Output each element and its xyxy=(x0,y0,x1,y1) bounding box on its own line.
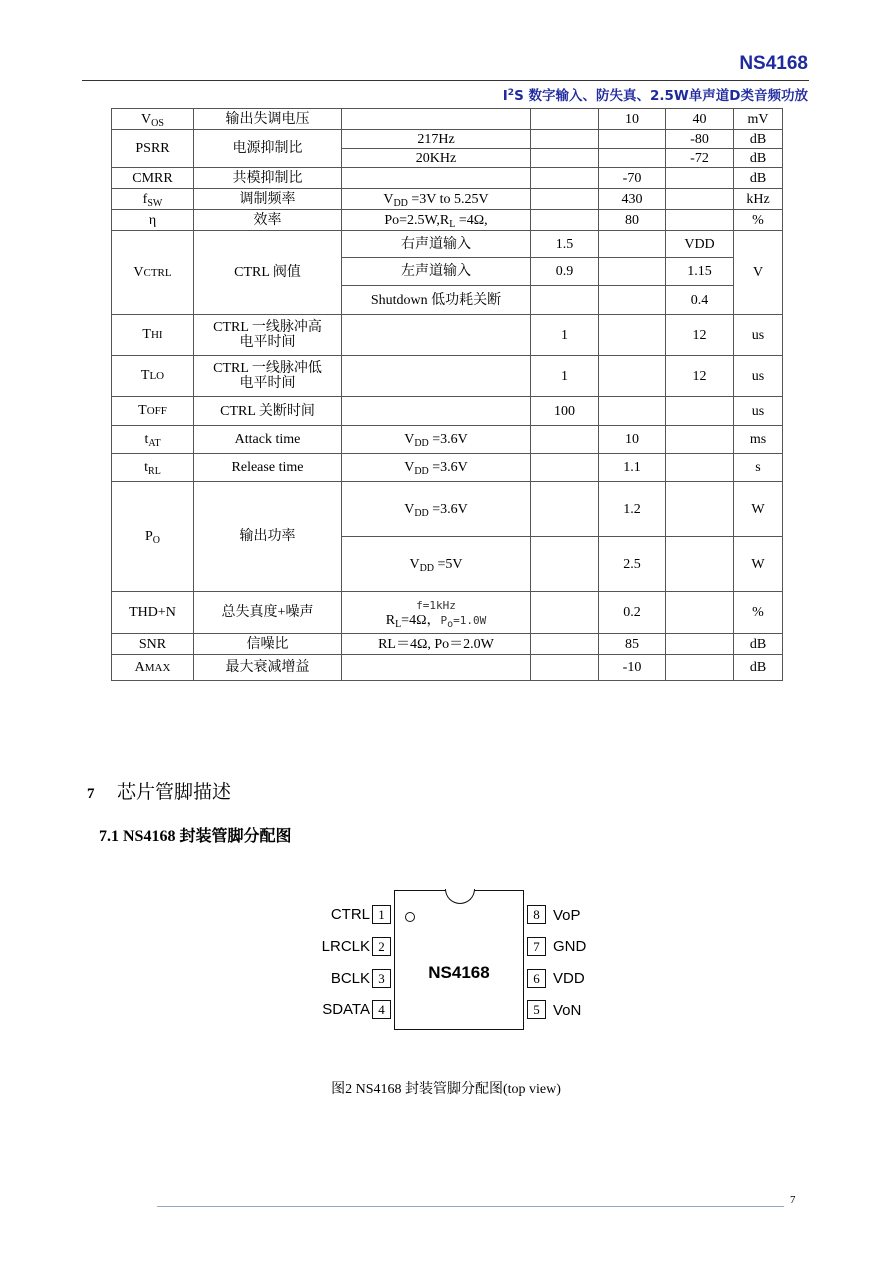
doc-subtitle: $I^2S$ 数字输入、防失真、2.5W单声道D类音频功放 xyxy=(502,88,808,104)
table-row: $V_{OS}$ 输出失调电压 10 40 mV xyxy=(112,109,783,130)
table-row: 左声道输入 0.9 1.15 xyxy=(112,258,783,286)
pin-label: VoN xyxy=(553,1002,582,1019)
table-row: TOFF CTRL 关断时间 100 us xyxy=(112,397,783,426)
chip-body xyxy=(394,890,524,1030)
table-row: 20KHz -72 dB xyxy=(112,149,783,168)
section-7-1-heading: 7.1 NS4168 封装管脚分配图 xyxy=(99,828,292,845)
table-row: Shutdown 低功耗关断 0.4 xyxy=(112,286,783,315)
pin-label: VDD xyxy=(553,970,585,987)
pin-label: CTRL xyxy=(330,906,370,923)
footer-divider xyxy=(157,1206,784,1207)
pin-number: 1 xyxy=(372,905,391,924)
pin-label: GND xyxy=(553,938,587,955)
pin-number: 4 xyxy=(372,1000,391,1019)
chip-notch xyxy=(445,889,475,904)
pin-label: LRCLK xyxy=(321,938,370,955)
table-row: $P_O$ 输出功率 $V_{DD} =3.6V$ 1.2 W xyxy=(112,482,783,537)
table-row: AMAX 最大衰减增益 -10 dB xyxy=(112,655,783,681)
table-row: SNR 信噪比 RL＝4Ω, Po＝2.0W 85 dB xyxy=(112,634,783,655)
pin-number: 2 xyxy=(372,937,391,956)
table-row: PSRR 电源抑制比 217Hz -80 dB xyxy=(112,130,783,149)
spec-table xyxy=(111,108,783,681)
table-row: $t_{RL}$ Release time $V_{DD} =3.6V$ 1.1 s xyxy=(112,454,783,482)
header-divider xyxy=(82,80,809,81)
figure-caption: 图2 NS4168 封装管脚分配图(top view) xyxy=(331,1082,561,1097)
table-row: CMRR 共模抑制比 -70 dB xyxy=(112,168,783,189)
section-7-heading: 7 芯片管脚描述 xyxy=(87,782,232,803)
table-row: $V_{DD} =5V$ 2.5 W xyxy=(112,537,783,592)
page-number: 7 xyxy=(790,1194,796,1206)
table-row: η 效率 $Po=2.5W,R_L =4\Omega$, 80 % xyxy=(112,210,783,231)
pin-number: 6 xyxy=(527,969,546,988)
package-pinout-diagram xyxy=(310,885,600,1035)
table-row: THI CTRL 一线脉冲高 电平时间 1 12 us xyxy=(112,315,783,356)
pin-label: BCLK xyxy=(330,970,370,987)
table-row: THD+N 总失真度+噪声 f=1kHz $R_L=4\Omega$，$P_o=1.0W$ 0.2 % xyxy=(112,592,783,634)
table-row: $t_{AT}$ Attack time $V_{DD} =3.6V$ 10 ms xyxy=(112,426,783,454)
pin-label: SDATA xyxy=(322,1001,370,1018)
table-row: $f_{SW}$ 调制频率 $V_{DD} =3V$ to 5.25V 430 kHz xyxy=(112,189,783,210)
pin-number: 5 xyxy=(527,1000,546,1019)
table-row: TLO CTRL 一线脉冲低 电平时间 1 12 us xyxy=(112,356,783,397)
pin-number: 7 xyxy=(527,937,546,956)
pin-label: VoP xyxy=(553,907,581,924)
table-row: VCTRL CTRL 阀值 右声道输入 1.5 VDD V xyxy=(112,231,783,258)
pin-number: 3 xyxy=(372,969,391,988)
chip-name: NS4168 xyxy=(428,963,490,982)
pin-number: 8 xyxy=(527,905,546,924)
brand-title: NS4168 xyxy=(739,53,808,74)
pin1-marker-icon xyxy=(405,912,415,922)
